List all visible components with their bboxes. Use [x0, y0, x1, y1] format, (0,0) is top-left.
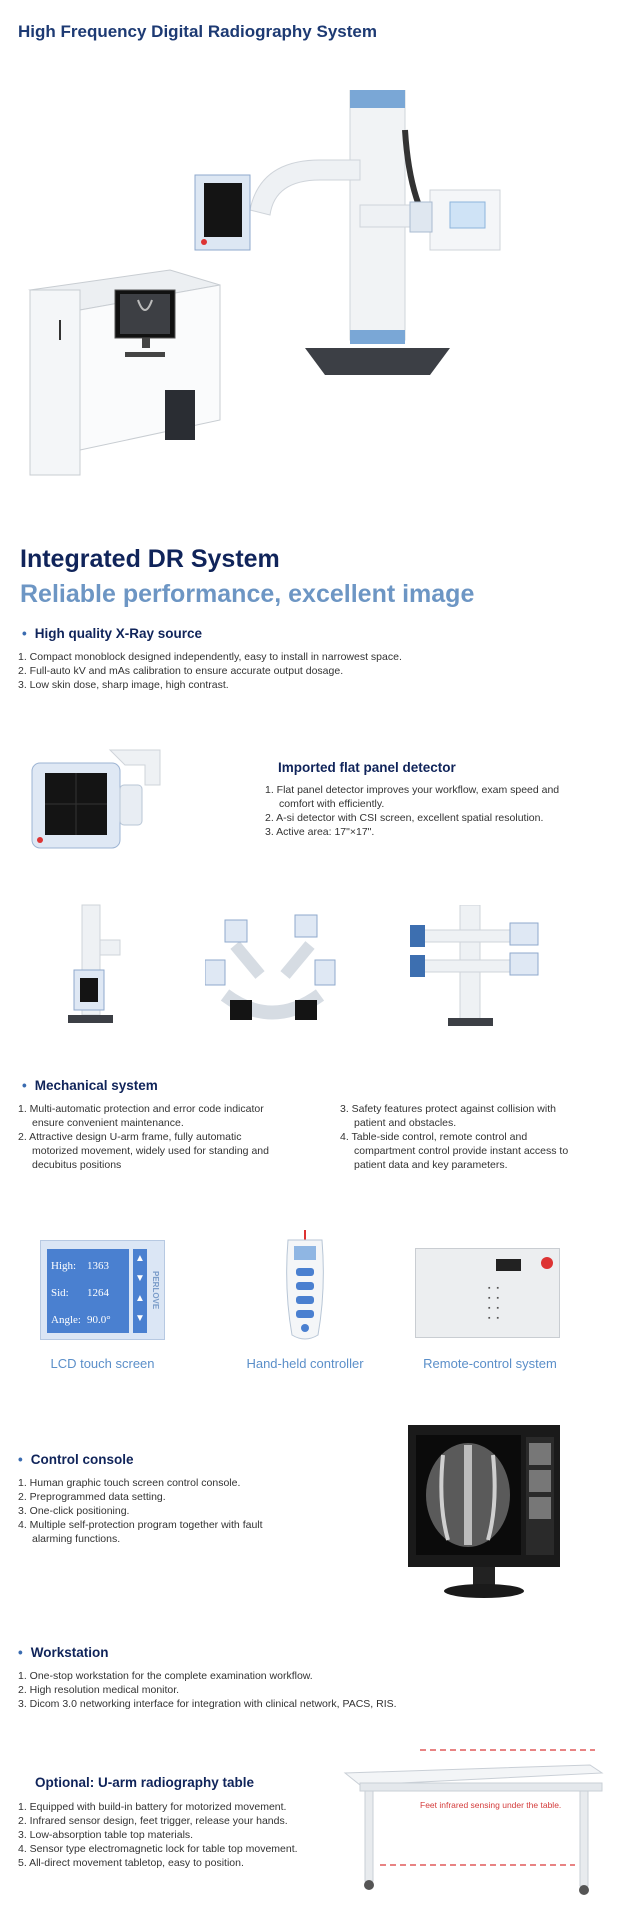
list-item: 2. A-si detector with CSI screen, excellent spatial resolution.: [265, 812, 544, 824]
medical-monitor-image: [408, 1425, 560, 1600]
lcd-row-value: 90.0°: [87, 1314, 111, 1326]
list-item: 5. All-direct movement tabletop, easy to position.: [18, 1857, 244, 1869]
lcd-row-value: 1264: [87, 1287, 109, 1299]
infrared-label: Feet infrared sensing under the table.: [420, 1800, 562, 1810]
lcd-row: [51, 1307, 111, 1334]
hero-system-illustration: [20, 90, 600, 490]
remote-control-panel-image: [415, 1248, 560, 1338]
lcd-arrow-column: [133, 1249, 147, 1333]
mechanical-heading: [22, 1078, 158, 1093]
list-item: 2. Preprogrammed data setting.: [18, 1491, 166, 1503]
lcd-row-label: High:: [51, 1260, 77, 1272]
detector-list: [265, 783, 595, 839]
control-console-heading: [18, 1452, 134, 1467]
workstation-title: Workstation: [30, 1645, 109, 1660]
emergency-stop-icon: [541, 1257, 553, 1269]
remote-display: [496, 1259, 521, 1271]
list-item: 3. Low skin dose, sharp image, high contrast.: [18, 679, 229, 691]
mechanical-list-left: [18, 1102, 278, 1172]
list-item: 3. Low-absorption table top materials.: [18, 1829, 194, 1841]
headline-subtitle: Reliable performance, excellent image: [20, 580, 475, 608]
list-item: 4. Multiple self-protection program together with fault alarming functions.: [18, 1519, 263, 1545]
xray-source-title: High quality X-Ray source: [34, 626, 203, 641]
list-item: 1. Multi-automatic protection and error code indicator ensure convenient maintenance.: [18, 1103, 264, 1129]
caption-remote: Remote-control system: [423, 1356, 557, 1371]
list-item: 3. Safety features protect against collision with patient and obstacles.: [340, 1103, 556, 1129]
lcd-brand: PERLOVE: [151, 1271, 160, 1310]
mechanical-list-right: [340, 1102, 590, 1172]
bullet-dot: •: [18, 1452, 23, 1467]
list-item: 1. One-stop workstation for the complete examination workflow.: [18, 1670, 313, 1682]
control-console-list: [18, 1476, 278, 1546]
lcd-touch-screen: [40, 1240, 165, 1340]
handheld-controller-image: [280, 1230, 330, 1345]
lcd-row-label: Sid:: [51, 1287, 69, 1299]
caption-handheld: Hand-held controller: [246, 1356, 364, 1371]
list-item: 2. Infrared sensor design, feet trigger, release your hands.: [18, 1815, 288, 1827]
lcd-row-label: Angle:: [51, 1314, 81, 1326]
workstation-list: [18, 1669, 608, 1711]
table-list: [18, 1800, 338, 1870]
list-item: 1. Compact monoblock designed independently, easy to install in narrowest space.: [18, 651, 402, 663]
list-item: 4. Table-side control, remote control and compartment control provide instant access to patient data and key parameters.: [340, 1131, 569, 1171]
list-item: 3. Dicom 3.0 networking interface for integration with clinical network, PACS, RIS.: [18, 1698, 397, 1710]
list-item: 1. Equipped with build-in battery for motorized movement.: [18, 1801, 287, 1813]
bullet-dot: •: [22, 1078, 27, 1093]
list-item: 1. Flat panel detector improves your workflow, exam speed and comfort with efficiently.: [265, 784, 560, 810]
flat-panel-detector-image: [30, 745, 165, 855]
page-title: High Frequency Digital Radiography System: [18, 22, 377, 41]
radiography-table-image: [340, 1745, 610, 1905]
bullet-dot: •: [18, 1645, 23, 1660]
table-title: Optional: U-arm radiography table: [35, 1775, 255, 1790]
u-arm-position-standing-image: [60, 900, 130, 1030]
list-item: 4. Sensor type electromagnetic lock for table top movement.: [18, 1843, 298, 1855]
u-arm-position-rotation-image: [205, 905, 340, 1030]
lcd-row: [51, 1280, 111, 1307]
list-item: 2. Attractive design U-arm frame, fully automatic motorized movement, widely used for standing and decubitus positions: [18, 1131, 269, 1171]
arrow-icons: ▲ ▼ ▲ ▼: [135, 1253, 145, 1324]
lcd-display-area: [47, 1249, 129, 1333]
detector-title: Imported flat panel detector: [278, 760, 456, 775]
list-item: 2. High resolution medical monitor.: [18, 1684, 180, 1696]
bullet-dot: •: [22, 626, 27, 641]
list-item: 2. Full-auto kV and mAs calibration to ensure accurate output dosage.: [18, 665, 344, 677]
workstation-heading: [18, 1645, 109, 1660]
lcd-row-value: 1363: [87, 1260, 109, 1272]
caption-lcd: LCD touch screen: [50, 1356, 155, 1371]
headline-title: Integrated DR System: [20, 545, 280, 573]
xray-source-heading: [22, 626, 202, 641]
xray-source-list: [18, 650, 608, 692]
remote-buttons: ▪▪ ▪▪ ▪▪ ▪▪: [488, 1285, 505, 1322]
list-item: 3. Active area: 17"×17".: [265, 826, 375, 838]
list-item: 1. Human graphic touch screen control console.: [18, 1477, 241, 1489]
list-item: 3. One-click positioning.: [18, 1505, 130, 1517]
u-arm-position-horizontal-image: [410, 905, 545, 1030]
lcd-row: [51, 1253, 111, 1280]
control-console-title: Control console: [30, 1452, 134, 1467]
mechanical-title: Mechanical system: [34, 1078, 158, 1093]
